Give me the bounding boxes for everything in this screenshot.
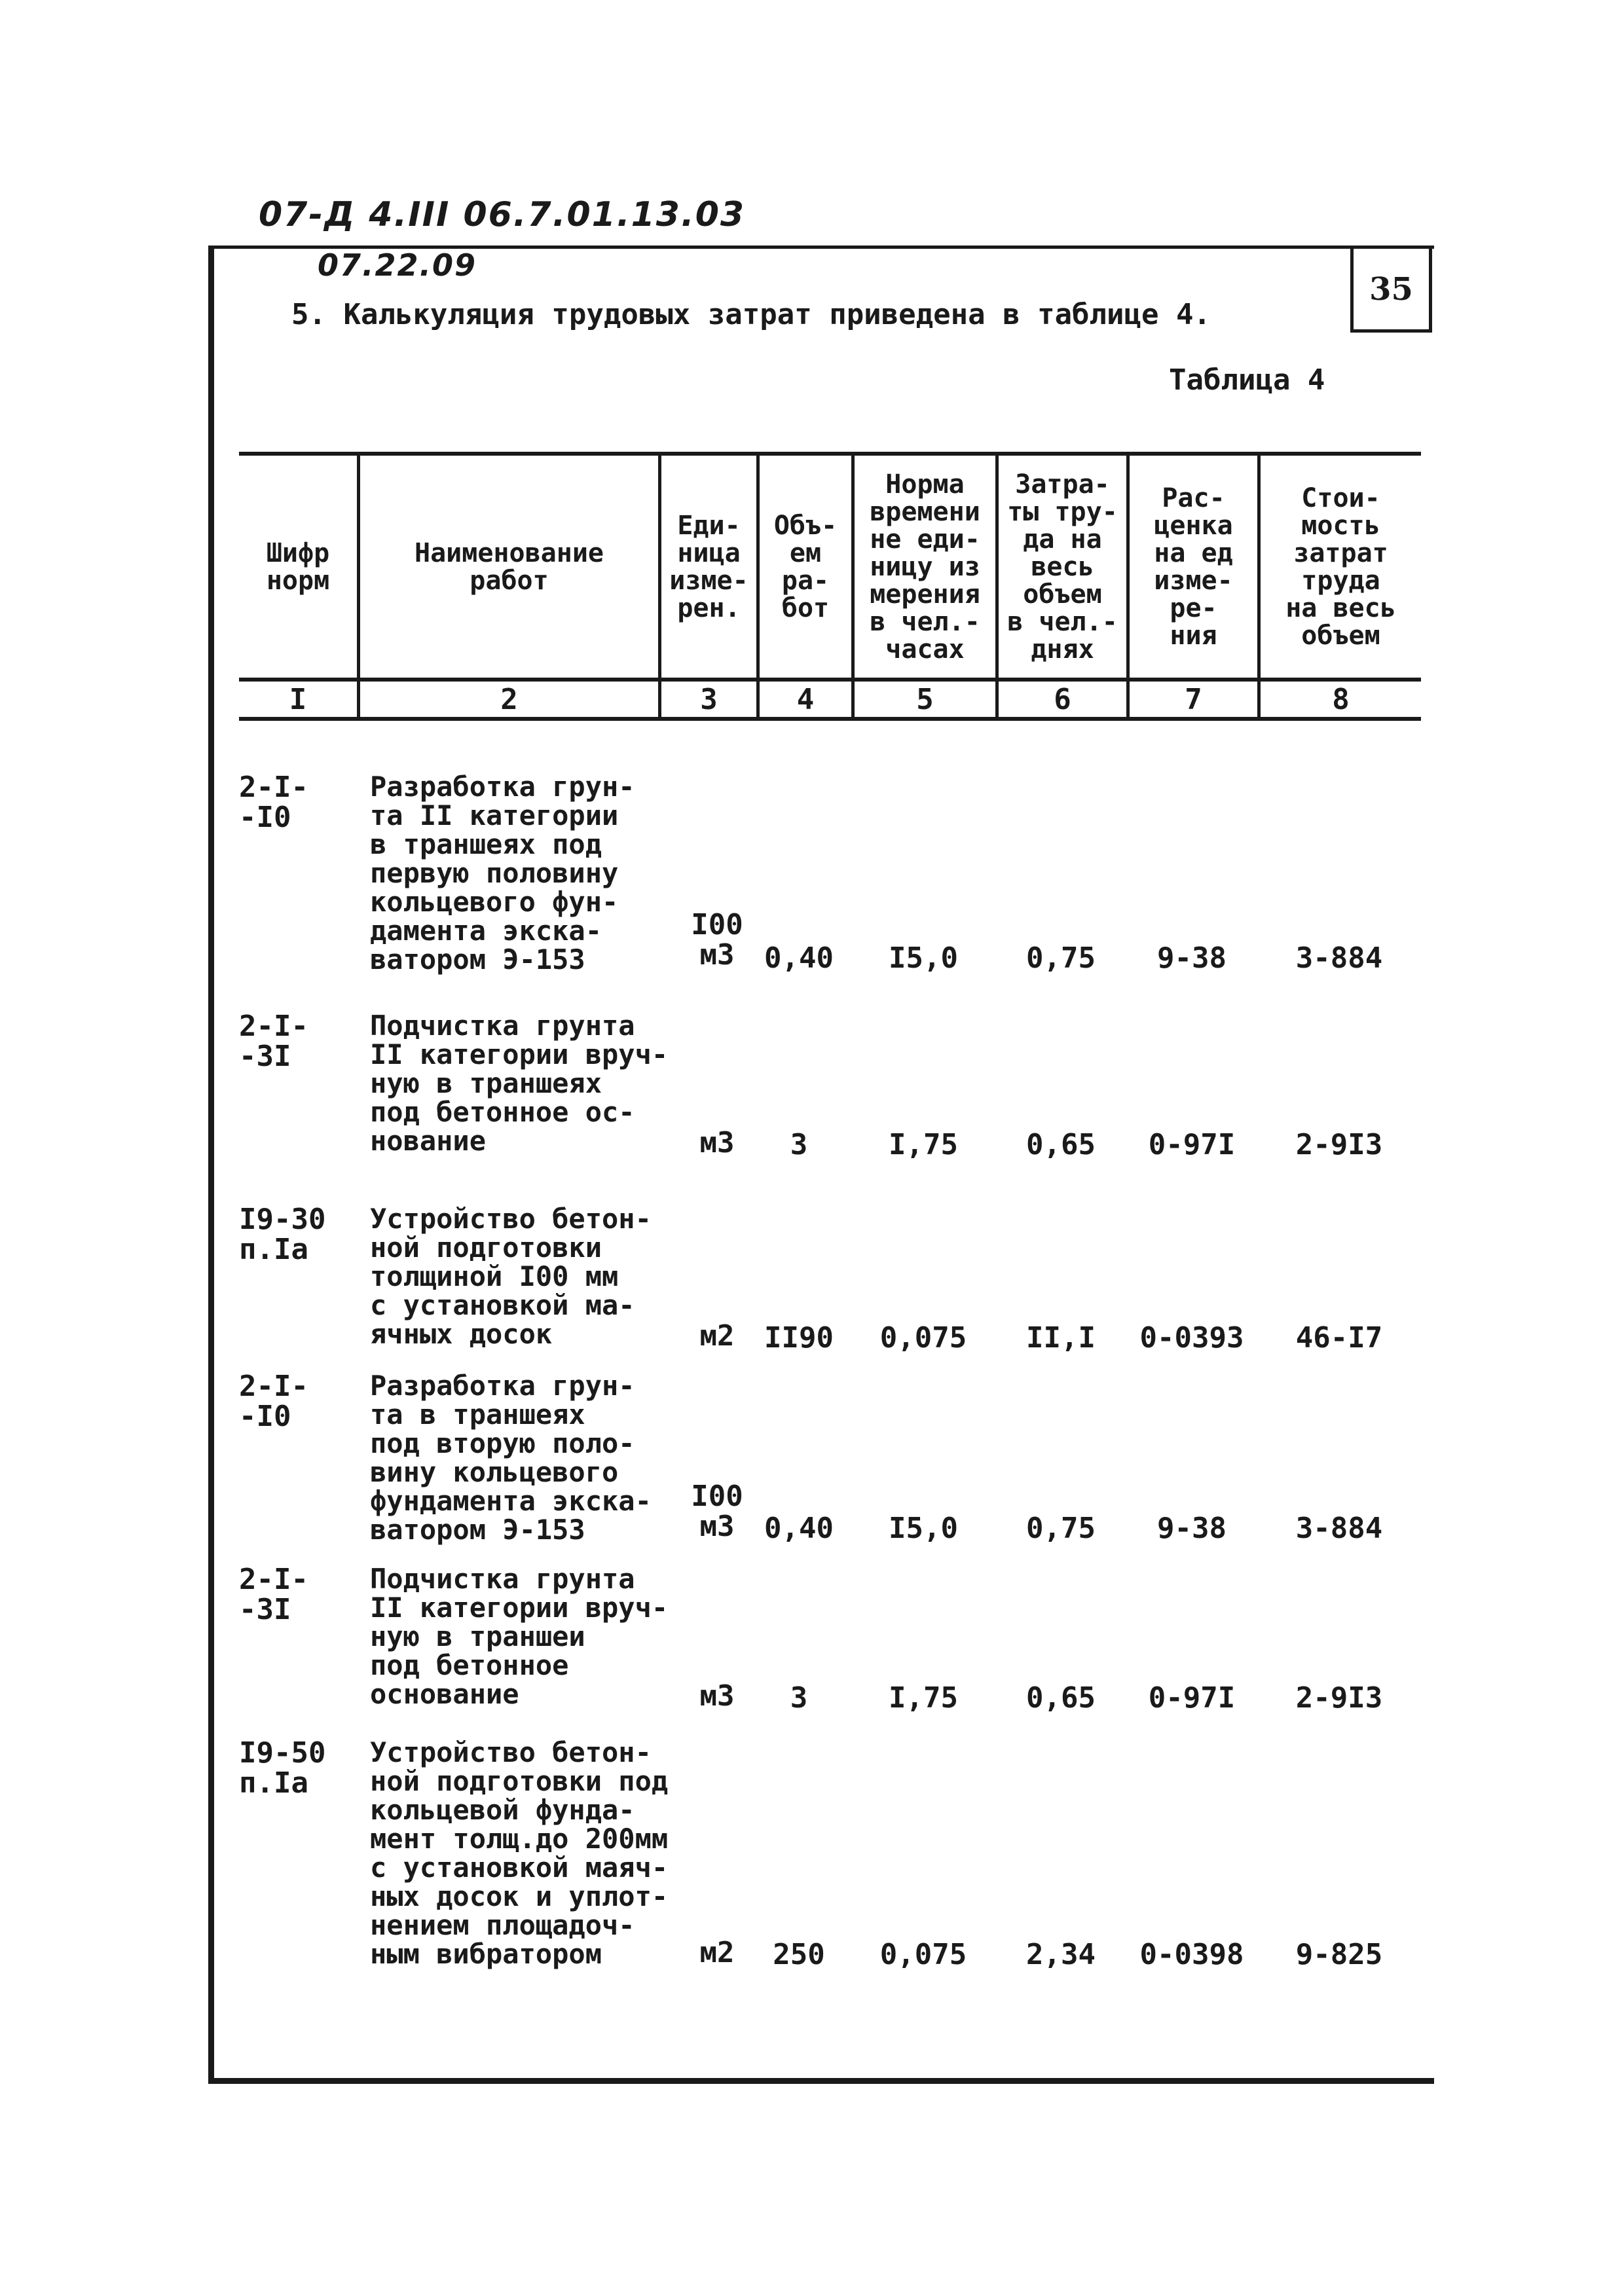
table-row [239,1011,1421,1214]
row-name: Разработка грун- та в траншеях под вторую поло- вину кольцевого фундамента экска- ватором Э-153 [370,1370,652,1546]
row-volume: II90 [764,1321,834,1355]
row-code: I9-30 п.Iа [239,1203,326,1266]
intro-paragraph: 5. Калькуляция трудовых затрат приведена в таблице 4. [291,298,1211,331]
row-rate: 9-38 [1157,1512,1227,1545]
row-labor: 0,65 [1026,1681,1096,1715]
row-norm: I5,0 [889,1512,958,1545]
col-header-rate: Рас- ценка на ед изме- ре- ния [1154,483,1233,651]
table-row [239,773,1421,975]
col-header-volume: Объ- ем ра- бот [773,510,838,623]
row-volume: 0,40 [764,941,834,975]
row-rate: 0-0398 [1139,1938,1244,1971]
col-number: I [289,682,307,716]
row-code: 2-I- -3I [239,1563,308,1626]
col-header-unit: Еди- ница изме- рен. [669,510,748,623]
document-code: 07-Д 4.III 06.7.01.13.03 [259,195,746,234]
col-number: 7 [1185,682,1202,716]
row-name: Устройство бетон- ной подготовки толщиной I00 мм с установкой ма- ячных досок [370,1203,652,1350]
row-cost: 2-9I3 [1295,1128,1383,1161]
row-rate: 0-97I [1148,1681,1236,1715]
table-row [239,1738,1421,1987]
row-unit: м3 [699,1679,735,1713]
col-number: 5 [916,682,934,716]
row-cost: 9-825 [1295,1938,1383,1971]
col-header-name: Наименование работ [415,538,604,596]
row-unit: м2 [699,1319,735,1353]
row-cost: 46-I7 [1295,1321,1383,1355]
row-cost: 2-9I3 [1295,1681,1383,1715]
row-labor: 0,75 [1026,1512,1096,1545]
row-volume: 0,40 [764,1512,834,1545]
col-header-code: Шифр норм [266,538,330,596]
row-rate: 0-0393 [1139,1321,1244,1355]
col-number: 4 [796,682,815,716]
col-number: 3 [700,682,718,716]
row-code: 2-I- -I0 [239,1370,308,1433]
row-cost: 3-884 [1295,1512,1383,1545]
row-norm: 0,075 [879,1938,967,1971]
row-rate: 9-38 [1157,941,1227,975]
row-rate: 0-97I [1148,1128,1236,1161]
row-name: Устройство бетон- ной подготовки под кольцевой фунда- мент толщ.до 200мм с установкой маяч- ных досок и уплот- нением площадоч- ным вибратором [370,1736,669,1970]
page-number: 35 [1350,249,1432,333]
row-name: Подчистка грунта II категории вруч- ную в траншеях под бетонное ос- нование [370,1010,669,1157]
row-unit: м3 [699,1126,735,1159]
col-number: 2 [500,682,518,716]
row-code: 2-I- -3I [239,1010,308,1073]
number-row-rule [239,717,1421,721]
col-header-labor: Затра- ты тру- да на весь объем в чел.- днях [1007,469,1118,665]
table-caption: Таблица 4 [1169,363,1325,397]
row-norm: I5,0 [889,941,958,975]
row-code: I9-50 п.Iа [239,1736,326,1800]
row-labor: 0,65 [1026,1128,1096,1161]
row-unit: I00 м3 [691,908,743,972]
row-norm: 0,075 [879,1321,967,1355]
row-code: 2-I- -I0 [239,771,308,834]
row-labor: 2,34 [1026,1938,1096,1971]
col-header-norm: Норма времени не еди- ницу из мерения в чел.- часах [870,469,980,665]
row-volume: 3 [790,1681,808,1715]
row-norm: I,75 [889,1681,958,1715]
table-row [239,1372,1421,1575]
row-labor: II,I [1026,1321,1096,1355]
row-labor: 0,75 [1026,941,1096,975]
row-name: Подчистка грунта II категории вруч- ную в траншеи под бетонное основание [370,1563,669,1710]
row-cost: 3-884 [1295,941,1383,975]
document-code-secondary: 07.22.09 [318,247,477,283]
row-norm: I,75 [889,1128,958,1161]
row-unit: м2 [699,1936,735,1969]
col-number: 6 [1054,682,1071,716]
row-unit: I00 м3 [691,1480,743,1543]
row-volume: 3 [790,1128,808,1161]
row-name: Разработка грун- та II категории в траншеях под первую половину кольцевого фун- дамента экска- ватором Э-153 [370,771,635,975]
row-volume: 250 [773,1938,825,1971]
col-number: 8 [1332,682,1350,716]
col-header-cost: Стои- мость затрат труда на весь объем [1285,483,1396,651]
